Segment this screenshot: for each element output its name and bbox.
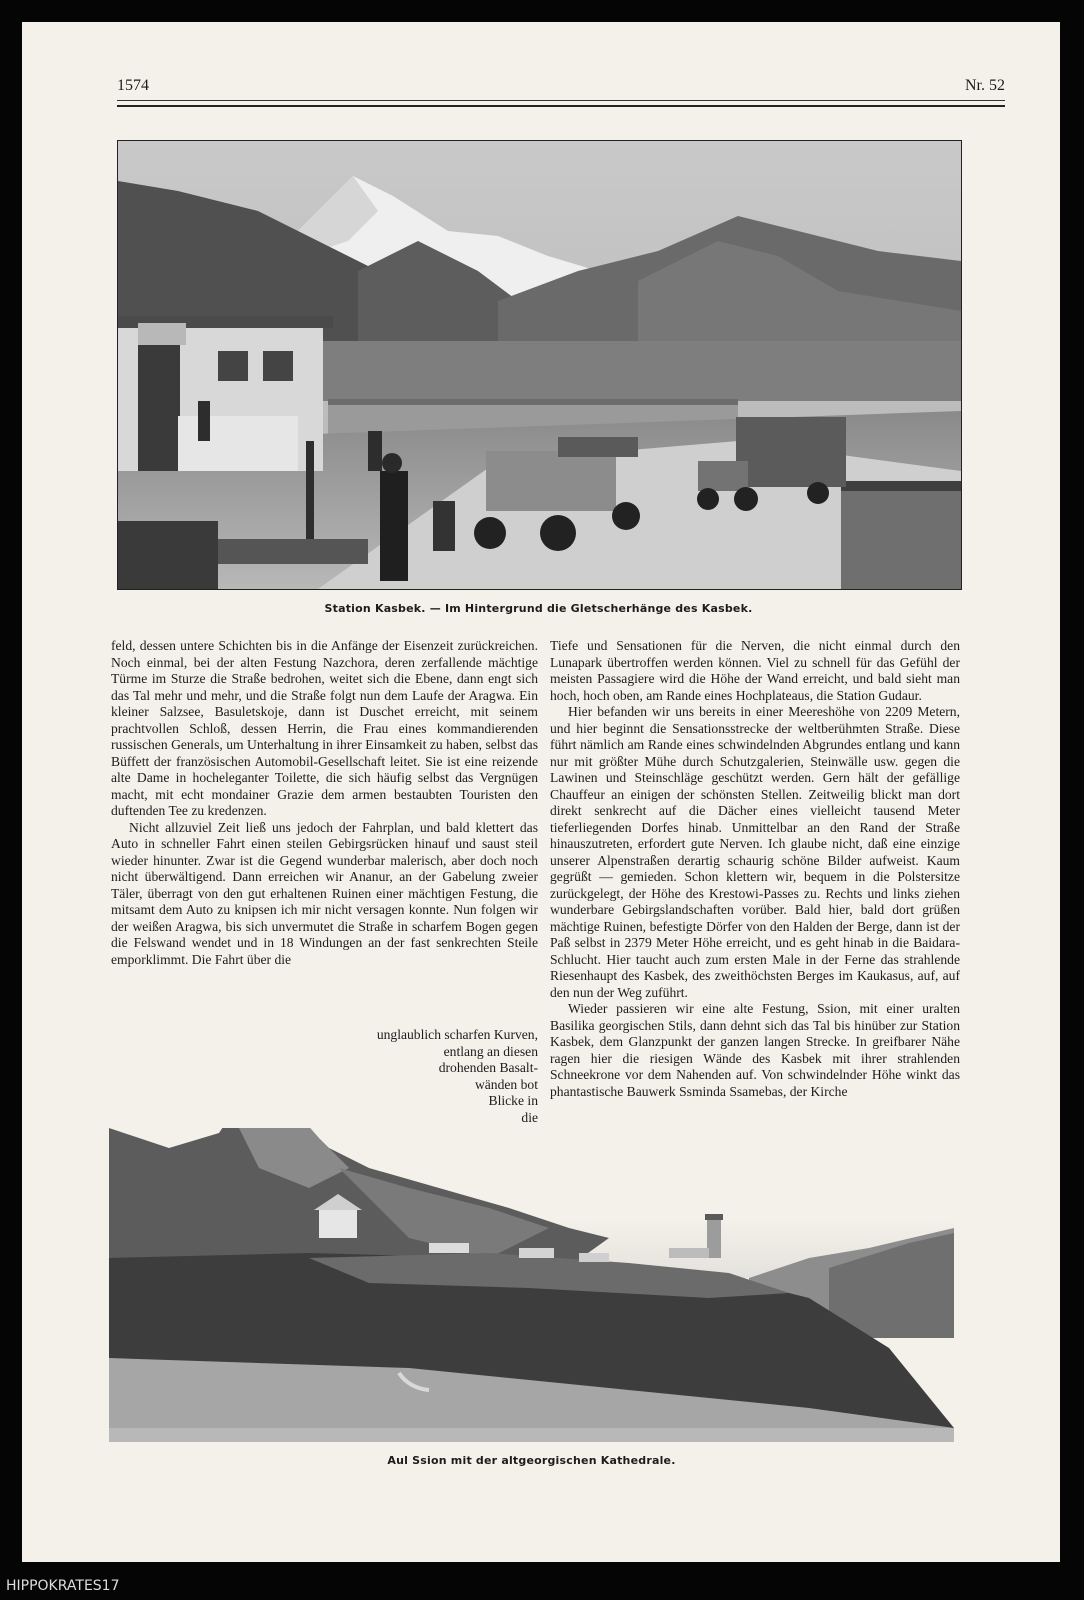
text-runaround: [321, 1027, 538, 1126]
runaround-line: entlang an diesen: [443, 1043, 538, 1059]
runaround-line: wänden bot: [474, 1076, 538, 1092]
figure2-caption: Aul Ssion mit der altgeorgischen Kathedrale.: [387, 1454, 676, 1467]
right-paragraph-3: Wieder passieren wir eine alte Festung, Ssion, mit einer uralten Basilika georgischen Stils, dann dehnt sich das Tal bis hinüber zur Station Kasbek, dem Glanzpunkt der ganzen langen Strecke. In greifbarer Nähe ragen hier die riesigen Wände des Kasbek mit ihrer strahlenden Schneekrone vor dem Nahenden auf. Von schwindelnder Höhe winkt das phantastische Bauwerk Ssminda Ssamebas, der Kirche: [550, 1001, 960, 1099]
text-column-left: [111, 638, 538, 968]
page-number: 1574: [117, 77, 149, 94]
document-page: [22, 22, 1060, 1562]
issue-number: Nr. 52: [965, 77, 1005, 94]
runaround-line: die: [521, 1109, 538, 1125]
left-paragraph-2: Nicht allzuviel Zeit ließ uns jedoch der Fahrplan, und bald klettert das Auto in schneller Fahrt einen steilen Gebirgsrücken hinauf und saust steil wieder hinunter. Zwar ist die Gegend wunderbar malerisch, aber doch noch nicht überwältigend. Dann erreichen wir Ananur, an der Gabelung zweier Täler, überragt von den gut erhaltenen Ruinen einer mächtigen Festung, die mitsamt dem Auto zu knipsen ich mir nicht versagen konnte. Nun folgen wir der weißen Aragwa, bis sich unvermutet die Straße in scharfem Bogen gegen die Felswand wendet und in 18 Windungen an der fast senkrechten Steile emporklimmt. Die Fahrt über die: [111, 819, 538, 967]
runaround-line: unglaublich scharfen Kurven,: [376, 1027, 538, 1042]
runaround-line: Blicke in: [488, 1093, 538, 1108]
figure1-caption: Station Kasbek. — Im Hintergrund die Gletscherhänge des Kasbek.: [324, 602, 753, 615]
header-rule: [117, 100, 1005, 107]
text-column-right: [550, 638, 960, 1100]
photo-station-kasbek: [117, 140, 962, 590]
right-paragraph-1: Tiefe und Sensationen für die Nerven, die nicht einmal durch den Lunapark übertroffen werden können. Viel zu schnell für das Gefühl der meisten Passagiere wird die Höhe der Wand erreicht, und bald sieht man hoch, hoch oben, am Rande eines Hochplateaus, die Station Gudaur.: [550, 638, 960, 703]
left-paragraph-1: feld, dessen untere Schichten bis in die Anfänge der Eisenzeit zurückreichen. Noch einmal, bei der alten Festung Nazchora, deren zerfallende mächtige Türme im Sturze die Straße bedrohen, weitet sich die Ebene, dann engt sich das Tal mehr und mehr, und die Straße folgt nun dem Laufe der Aragwa. Ein kleiner Salzsee, Basuletskoje, dann ist Duschet erreicht, mit seinem prachtvollen Schloß, dessen Herrin, die Frau eines kommandierenden russischen Generals, um Unterhaltung in ihrer Einsamkeit zu haben, selbst das Büffett der französischen Automobil-Gesellschaft leitet. Sie ist eine reizende alte Dame in hocheleganter Toilette, die sich häufig selbst das Vergnügen macht, mit echt mondainer Grazie dem armen bestaubten Touristen den duftenden Tee zu kredenzen.: [111, 638, 538, 818]
photo-aul-ssion: [109, 1128, 954, 1442]
watermark-text: HIPPOKRATES17: [6, 1578, 120, 1594]
right-paragraph-2: Hier befanden wir uns bereits in einer Meereshöhe von 2209 Metern, und hier beginnt die Sensationsstrecke der weltberühmten Straße. Diese führt nämlich am Rande eines schwindelnden Abgrundes entlang und kann nur mit größter Mühe durch Schutzgalerien, Steinwälle usw. gegen die Lawinen und Steinschläge geschützt werden. Gern hält der gefällige Chauffeur an einigen der schönsten Stellen. Zeitweilig blickt man dort direkt senkrecht auf die Dächer eines vielleicht tausend Meter tieferliegenden Dorfes hinab. Unmittelbar an den Rand der Straße hinauszutreten, erfordert gute Nerven. Ich glaube nicht, daß eine einzige unserer Alpenstraßen derartig schaurig schöne Bilder aufweist. Kaum gegrüßt — gemieden. Schon klettern wir, bequem in die Polstersitze zurückgelegt, der Höhe des Krestowi-Passes zu. Rechts und links ziehen wunderbare Gebirgslandschaften vorüber. Bald hier, bald dort grüßen mächtige Ruinen, befestigte Dörfer von den Halden der Berge, dann ist der Paß selbst in 2379 Meter Höhe erreicht, und es geht hinab in die Baidara-Schlucht. Hier taucht auch zum ersten Male in der Ferne das strahlende Riesenhaupt des Kasbek, des zweithöchsten Berges im Kaukasus, auf, auf den nun der Weg zuführt.: [550, 704, 960, 1000]
runaround-line: drohenden Basalt-: [438, 1060, 538, 1075]
